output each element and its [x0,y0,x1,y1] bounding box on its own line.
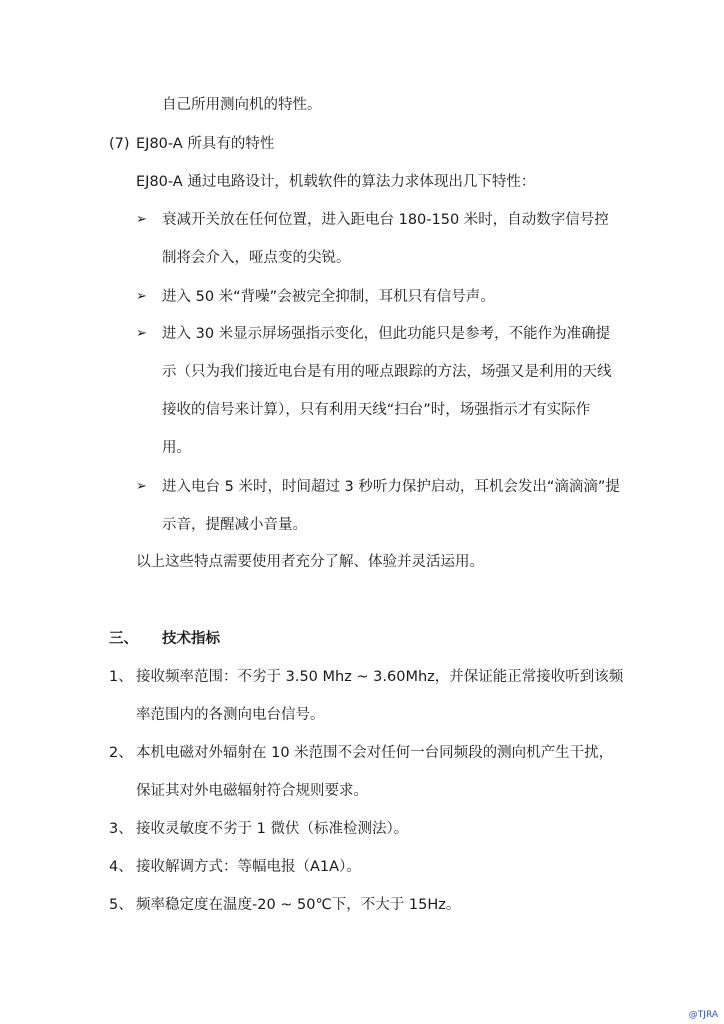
spec-item-5-line-1: 频率稳定度在温度-20 ~ 50℃下，不大于 15Hz。 [136,897,461,913]
spec-item-1-line-1: 接收频率范围：不劣于 3.50 Mhz ~ 3.60Mhz，并保证能正常接收听到该频 [136,669,624,685]
bullet-4-line-1: 进入电台 5 米时，时间超过 3 秒听力保护启动，耳机会发出“滴滴滴”提 [162,479,620,495]
bullet-3-line-3: 接收的信号来计算），只有利用天线“扫台”时，场强指示才有实际作 [162,402,591,418]
section3-title: 技术指标 [162,631,220,647]
spec-item-3-number: 3、 [109,821,133,837]
footer-mark: @TJRA [688,1010,718,1020]
bullet-2-line-1: 进入 50 米“背噪”会被完全抑制，耳机只有信号声。 [162,289,495,305]
section7-closing: 以上这些特点需要使用者充分了解、体验并灵活运用。 [136,554,484,570]
bullet-1-line-1: 衰减开关放在任何位置，进入距电台 180-150 米时，自动数字信号控 [162,212,609,228]
spec-item-2-number: 2、 [109,745,133,761]
arrow-bullet-icon: ➢ [136,326,147,341]
bullet-1-line-2: 制将会介入，哑点变的尖锐。 [162,250,351,266]
spec-item-4-number: 4、 [109,859,133,875]
spec-item-1-line-2: 率范围内的各测向电台信号。 [136,707,325,723]
arrow-bullet-icon: ➢ [136,212,147,227]
section7-intro: EJ80-A 通过电路设计，机载软件的算法力求体现出几下特性： [136,174,536,190]
arrow-bullet-icon: ➢ [136,479,147,494]
bullet-4-line-2: 示音，提醒减小音量。 [162,517,307,533]
bullet-3-line-4: 用。 [162,440,191,456]
spec-item-1-number: 1、 [109,669,133,685]
spec-item-4-line-1: 接收解调方式：等幅电报（A1A）。 [136,859,361,875]
spec-item-5-number: 5、 [109,897,133,913]
bullet-3-line-1: 进入 30 米显示屏场强指示变化，但此功能只是参考，不能作为准确提 [162,326,611,342]
continuation-text: 自己所用测向机的特性。 [162,97,322,113]
spec-item-3-line-1: 接收灵敏度不劣于 1 微伏（标准检测法）。 [136,821,409,837]
arrow-bullet-icon: ➢ [136,289,147,304]
section7-number: (7) [109,136,130,152]
spec-item-2-line-2: 保证其对外电磁辐射符合规则要求。 [136,783,368,799]
section3-number: 三、 [109,631,138,647]
section7-title: EJ80-A 所具有的特性 [136,136,275,152]
bullet-3-line-2: 示（只为我们接近电台是有用的哑点跟踪的方法，场强又是利用的天线 [162,364,612,380]
spec-item-2-line-1: 本机电磁对外辐射在 10 米范围不会对任何一台同频段的测向机产生干扰， [136,745,614,761]
